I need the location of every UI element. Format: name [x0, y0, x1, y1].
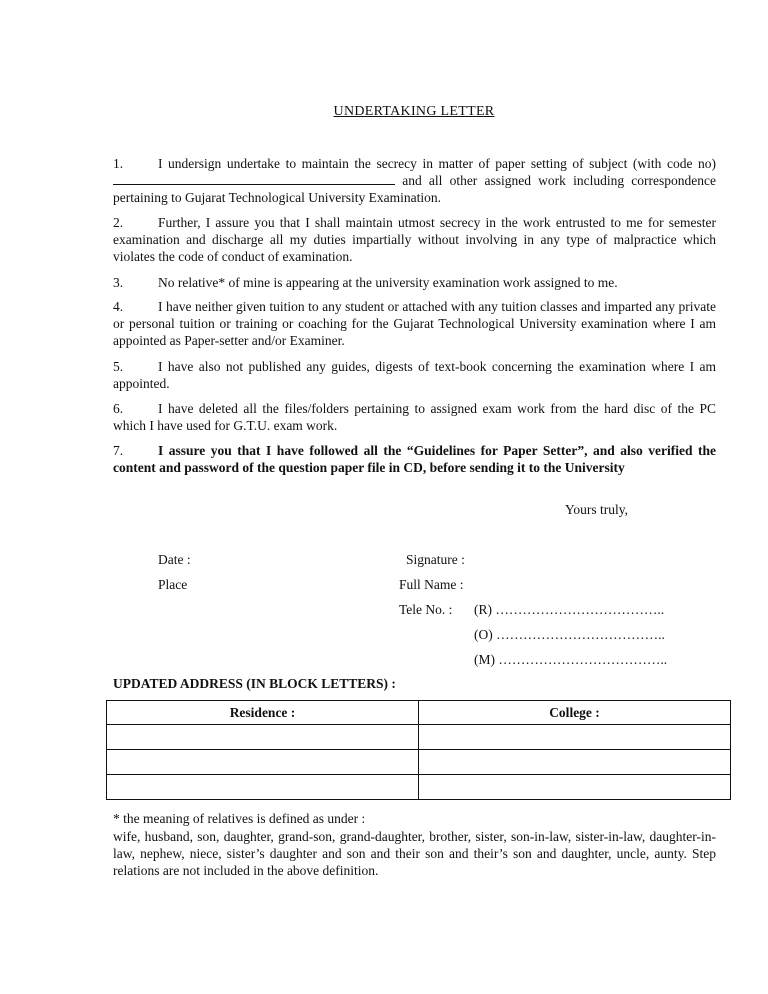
clause-7: [113, 442, 716, 476]
place-label: Place: [158, 577, 188, 592]
clause-text-end: and all other assigned work including correspondence pertaining to Gujarat Technological University Examination.: [113, 173, 717, 205]
clause-6: [113, 400, 716, 434]
clause-text: No relative* of mine is appearing at the university examination work assigned to me.: [158, 275, 618, 290]
college-address-cell[interactable]: [419, 750, 731, 775]
clause-number: 3.: [113, 275, 124, 290]
residence-address-cell[interactable]: [107, 725, 419, 750]
college-address-cell[interactable]: [419, 725, 731, 750]
clause-text-start: I undersign undertake to maintain the secrecy in matter of paper setting of subject (with code no): [158, 156, 716, 171]
updated-address-heading: UPDATED ADDRESS (IN BLOCK LETTERS) :: [113, 676, 396, 691]
clause-4: [113, 298, 716, 349]
footnote-intro: * the meaning of relatives is defined as under :: [113, 811, 366, 826]
clause-number: 6.: [113, 401, 124, 416]
closing-yours-truly: Yours truly,: [565, 502, 629, 517]
full-name-label: Full Name :: [399, 577, 464, 592]
clause-1: [113, 155, 716, 206]
college-column-header: College :: [419, 701, 731, 725]
college-address-cell[interactable]: [419, 775, 731, 800]
clause-number: 2.: [113, 215, 124, 230]
clause-text: Further, I assure you that I shall maintain utmost secrecy in the work entrusted to me for semester examination and discharge all my duties impartially without involving in any type of malpractice which violates the code of conduct of examination.: [113, 215, 716, 264]
tele-office-line: (O) ………………………………..: [474, 627, 665, 642]
clause-number: 7.: [113, 443, 124, 458]
clause-5: [113, 358, 716, 392]
footnote-definition: wife, husband, son, daughter, grand-son, grand-daughter, brother, sister, son-in-law, sister-in-law, daughter-in-law, nephew, niece, sister’s daughter and son and their son and their’s son and daughter, uncle, aunty. Step relations are not included in the above definition.: [113, 829, 716, 878]
subject-code-blank-line: [113, 172, 395, 185]
clause-3: [113, 274, 716, 291]
residence-column-header: Residence :: [107, 701, 419, 725]
document-title: UNDERTAKING LETTER: [333, 104, 495, 119]
clause-number: 4.: [113, 299, 124, 314]
clause-text: I have deleted all the files/folders pertaining to assigned exam work from the hard disc of the PC which I have used for G.T.U. exam work.: [113, 401, 716, 433]
tele-residence-line: (R) ………………………………..: [474, 602, 665, 617]
tele-mobile-line: (M) ………………………………..: [474, 652, 668, 667]
signature-label: Signature :: [406, 552, 465, 567]
clause-number: 5.: [113, 359, 124, 374]
residence-address-cell[interactable]: [107, 775, 419, 800]
clause-text: I assure you that I have followed all the “Guidelines for Paper Setter”, and also verified the content and password of the question paper file in CD, before sending it to the University: [113, 443, 716, 475]
clause-number: 1.: [113, 156, 124, 171]
clause-text: I have neither given tuition to any student or attached with any tuition classes and imparted any private or personal tuition or training or coaching for the Gujarat Technological University examination where I am appointed as Paper-setter and/or Examiner.: [113, 299, 716, 348]
clause-text: I have also not published any guides, digests of text-book concerning the examination where I am appointed.: [113, 359, 716, 391]
address-table-header-row: [107, 701, 731, 725]
address-table-row: [107, 775, 731, 800]
address-table-row: [107, 725, 731, 750]
date-label: Date :: [158, 552, 191, 567]
clause-2: [113, 214, 716, 265]
residence-address-cell[interactable]: [107, 750, 419, 775]
tele-no-label: Tele No. :: [399, 602, 453, 617]
address-table-row: [107, 750, 731, 775]
address-table: [106, 700, 731, 800]
